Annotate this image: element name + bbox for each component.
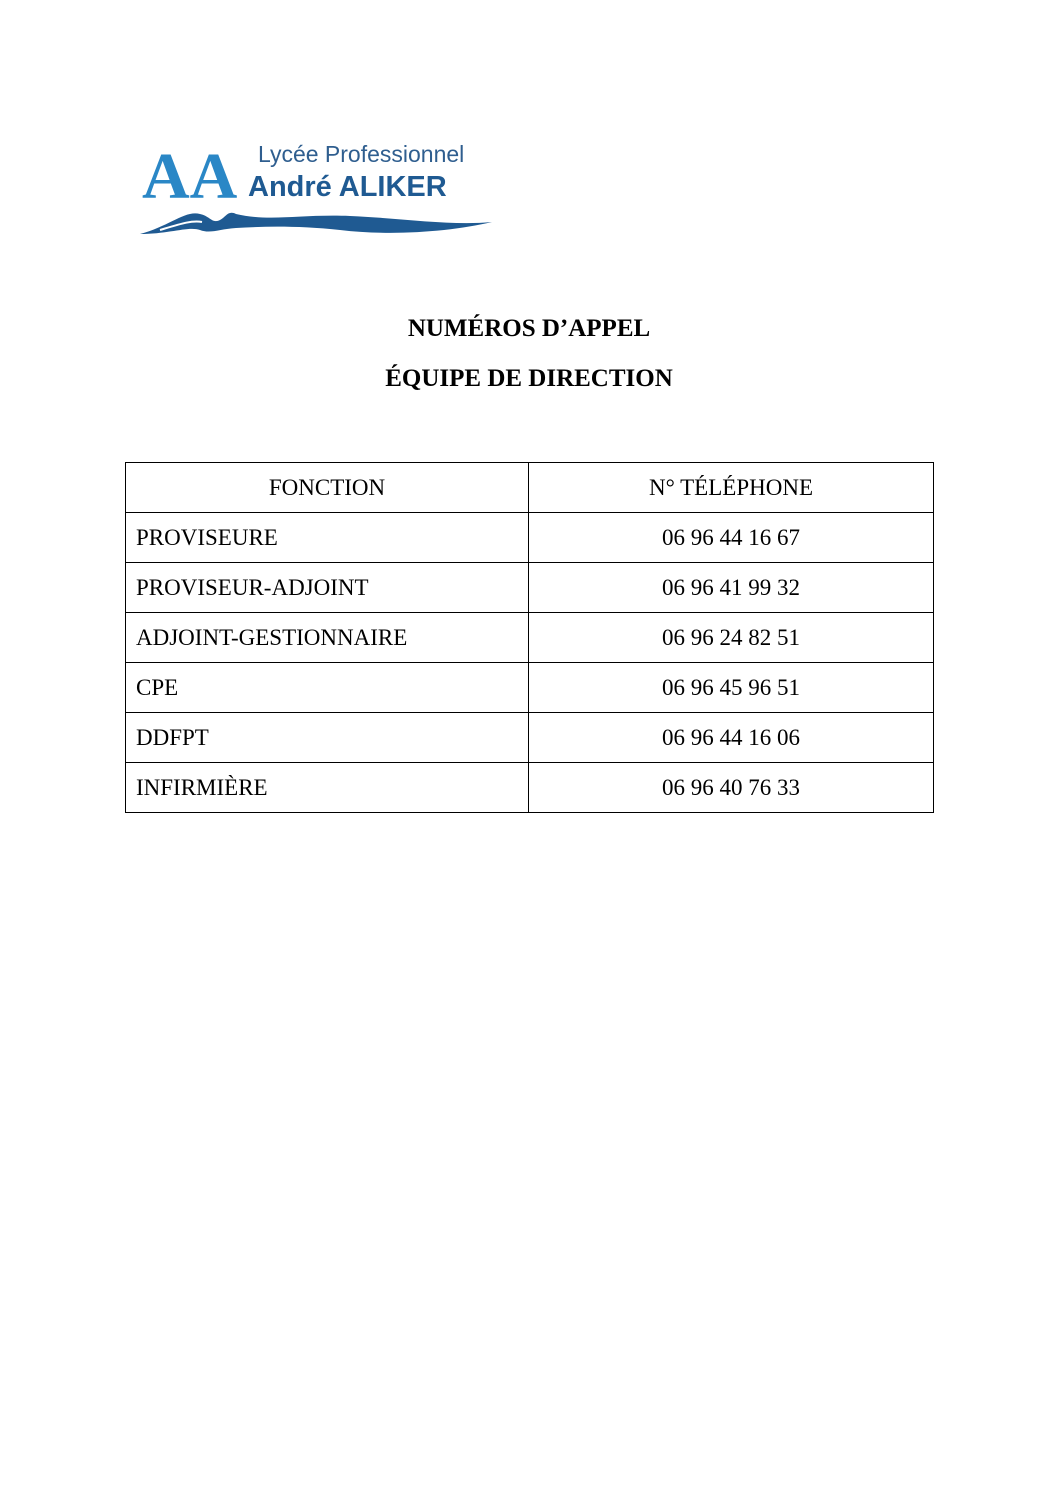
document-titles: [0, 312, 1058, 396]
row-fonction: INFIRMIÈRE: [126, 763, 529, 813]
logo-line-2: André ALIKER: [248, 171, 447, 203]
logo-letters: AA: [142, 140, 238, 213]
logo-wave: [140, 213, 492, 234]
row-fonction: DDFPT: [126, 713, 529, 763]
phone-table-container: [125, 462, 933, 813]
header-telephone: N° TÉLÉPHONE: [529, 463, 934, 513]
table-header-row: [126, 463, 934, 513]
row-fonction: PROVISEUR-ADJOINT: [126, 563, 529, 613]
school-logo: [140, 130, 500, 250]
row-fonction: ADJOINT-GESTIONNAIRE: [126, 613, 529, 663]
table-row: [126, 713, 934, 763]
table-row: [126, 613, 934, 663]
table-row: [126, 763, 934, 813]
row-telephone: 06 96 40 76 33: [529, 763, 934, 813]
table-row: [126, 663, 934, 713]
row-telephone: 06 96 45 96 51: [529, 663, 934, 713]
title-numeros-appel: NUMÉROS D’APPEL: [407, 315, 651, 342]
header-fonction: FONCTION: [126, 463, 529, 513]
phone-table: [125, 462, 934, 813]
row-telephone: 06 96 41 99 32: [529, 563, 934, 613]
row-fonction: CPE: [126, 663, 529, 713]
school-logo-graphic: [140, 130, 500, 250]
table-row: [126, 563, 934, 613]
row-fonction: PROVISEURE: [126, 513, 529, 563]
row-telephone: 06 96 44 16 06: [529, 713, 934, 763]
row-telephone: 06 96 44 16 67: [529, 513, 934, 563]
logo-line-1: Lycée Professionnel: [258, 141, 465, 167]
table-row: [126, 513, 934, 563]
title-equipe-direction: ÉQUIPE DE DIRECTION: [385, 365, 673, 392]
row-telephone: 06 96 24 82 51: [529, 613, 934, 663]
